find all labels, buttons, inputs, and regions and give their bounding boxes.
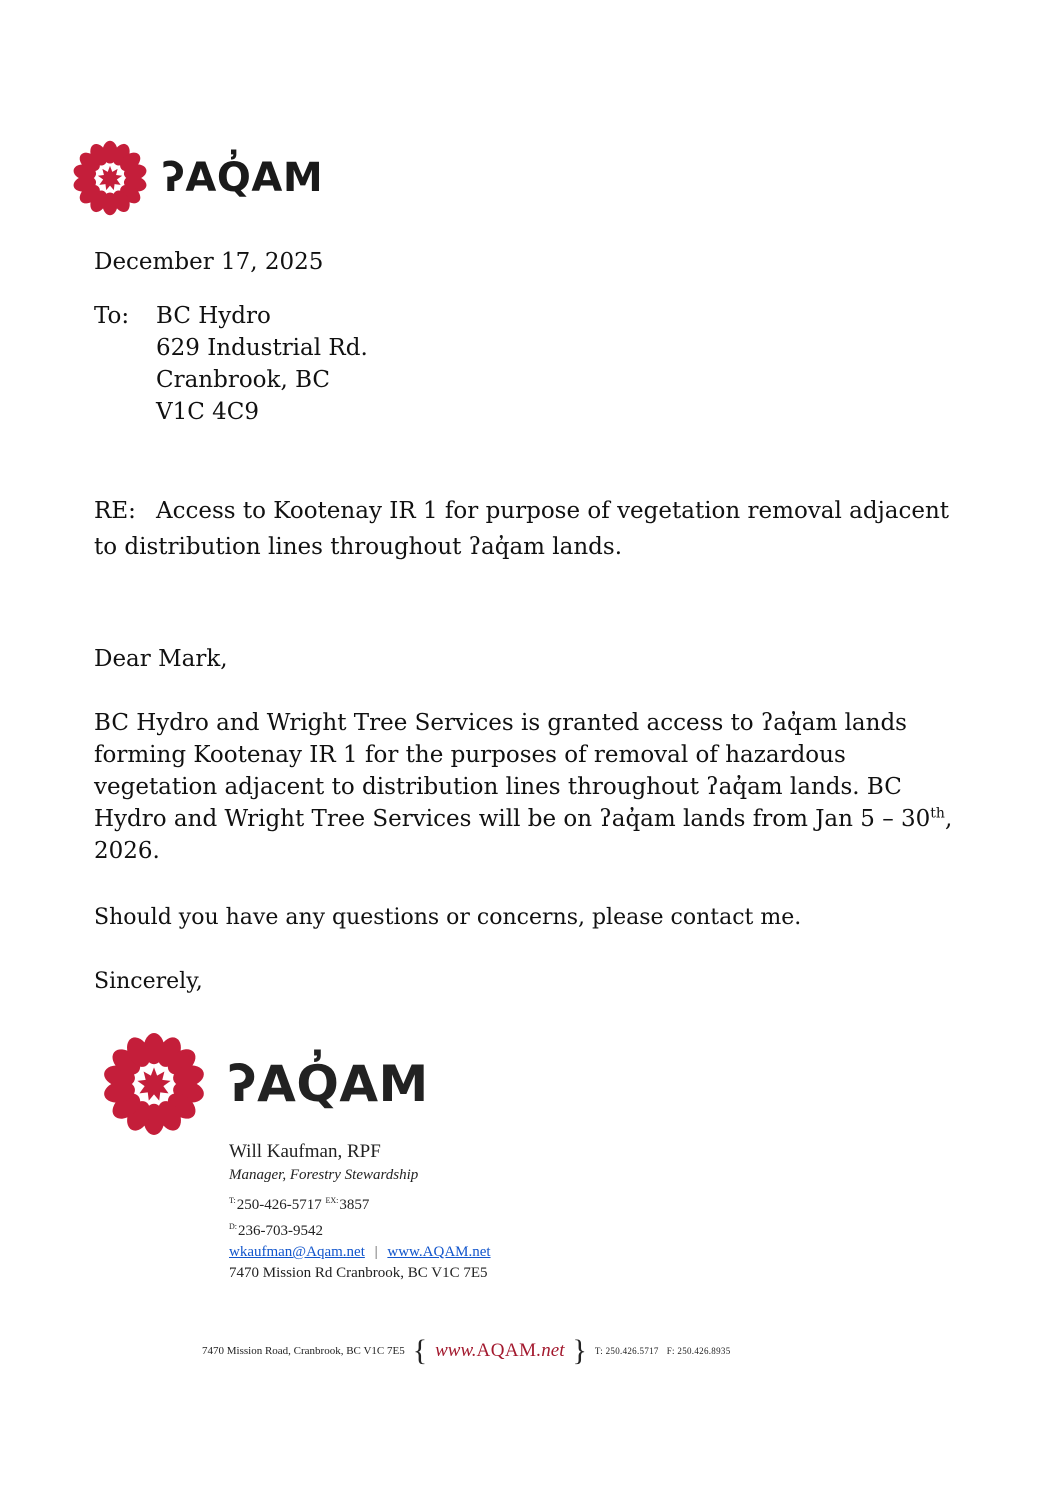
body-line: 2026. <box>94 838 160 864</box>
footer-brace-close: } <box>572 1334 587 1367</box>
signer-links <box>229 1242 491 1263</box>
recipient-street: 629 Industrial Rd. <box>156 335 368 361</box>
footer-address: 7470 Mission Road, Cranbrook, BC V1C 7E5 <box>202 1345 405 1357</box>
header-logo <box>72 140 323 216</box>
to-label: To: <box>94 303 130 329</box>
signer-phone: $^{T:}$250-426-5717 $^{EX:}$3857 <box>229 1196 370 1213</box>
recipient-city: Cranbrook, BC <box>156 367 331 393</box>
footer-website[interactable]: www.AQAM.net <box>435 1340 565 1361</box>
re-label: RE: <box>94 498 136 524</box>
signature-logo-wordmark: ʔAQ̓AM <box>228 1055 429 1113</box>
salutation: Dear Mark, <box>94 646 228 672</box>
subject-line-1: Access to Kootenay IR 1 for purpose of vegetation removal adjacent <box>156 498 949 524</box>
closing-paragraph: Should you have any questions or concerns, please contact me. <box>94 905 802 930</box>
body-line: forming Kootenay IR 1 for the purposes of removal of hazardous <box>94 742 846 768</box>
signer-direct: $^{D:}$236-703-9542 <box>229 1222 323 1239</box>
body-line: BC Hydro and Wright Tree Services is granted access to ʔaq̓am lands <box>94 710 907 736</box>
subject-block <box>94 495 949 563</box>
signature-block <box>229 1140 491 1284</box>
signer-title: Manager, Forestry Stewardship <box>229 1167 419 1183</box>
ordinal-suffix: th <box>930 805 945 822</box>
letterhead-footer <box>202 1336 731 1366</box>
flower-icon <box>102 1032 206 1136</box>
signer-name: Will Kaufman, RPF <box>229 1141 381 1162</box>
body-line: vegetation adjacent to distribution lines throughout ʔaq̓am lands. BC <box>94 774 902 800</box>
body-line-with-date: Hydro and Wright Tree Services will be on ʔaq̓am lands from Jan 5 – 30th, <box>94 805 953 832</box>
website-link[interactable]: www.AQAM.net <box>387 1244 491 1260</box>
logo-wordmark: ʔAQ̓AM <box>162 155 324 201</box>
body-paragraph <box>94 707 952 867</box>
recipient-postal: V1C 4C9 <box>156 399 260 425</box>
letter-date: December 17, 2025 <box>94 249 324 275</box>
link-separator: | <box>374 1244 378 1260</box>
recipient-block <box>94 300 368 428</box>
closing: Sincerely, <box>94 969 203 994</box>
signature-logo <box>102 1032 429 1136</box>
footer-phone: T: 250.426.5717 <box>594 1346 659 1356</box>
subject-line-2: to distribution lines throughout ʔaq̓am lands. <box>94 534 623 560</box>
footer-fax: F: 250.426.8935 <box>666 1346 731 1356</box>
signer-address: 7470 Mission Rd Cranbrook, BC V1C 7E5 <box>229 1265 488 1281</box>
email-link[interactable]: wkaufman@Aqam.net <box>229 1244 365 1260</box>
footer-brace-open: { <box>412 1334 428 1367</box>
recipient-name: BC Hydro <box>156 303 271 329</box>
flower-icon <box>72 140 148 216</box>
